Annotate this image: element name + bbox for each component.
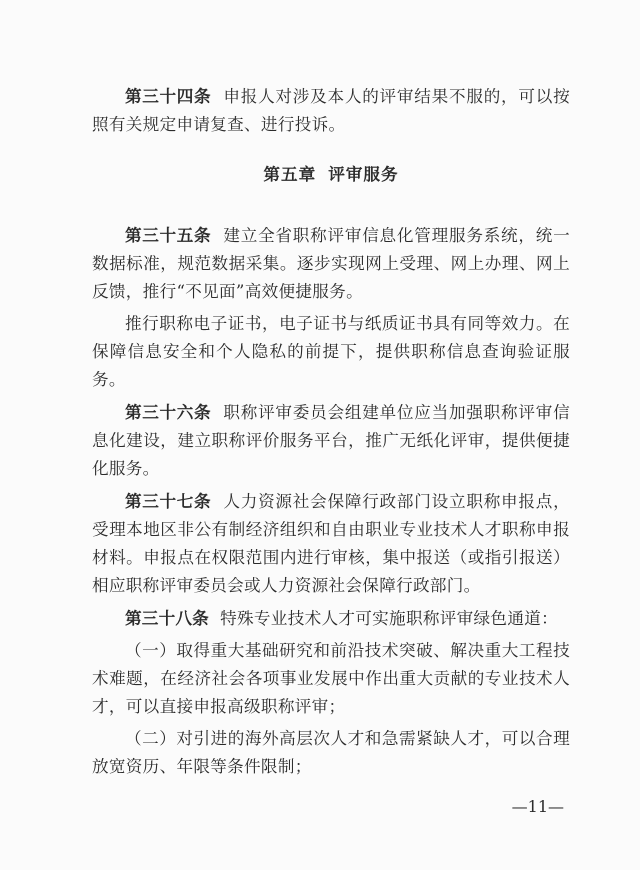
list-item-text: （二）对引进的海外高层次人才和急需紧缺人才，可以合理放宽资历、年限等条件限制； bbox=[92, 729, 570, 776]
article-text: 建立全省职称评审信息化管理服务系统，统一数据标准，规范数据采集。逐步实现网上受理、网上办理、网上反馈，推行“不见面”高效便捷服务。 bbox=[92, 226, 571, 301]
article-35-continued bbox=[92, 310, 570, 394]
article-text: 人力资源社会保障行政部门设立职称申报点，受理本地区非公有制经济组织和自由职业专业技术人才职称申报材料。申报点在权限范围内进行审核，集中报送（或指引报送）相应职称评审委员会或人力资源社会保障行政部门。 bbox=[92, 492, 571, 595]
article-38-item-1 bbox=[92, 637, 570, 721]
article-37 bbox=[92, 487, 570, 600]
article-38-item-2 bbox=[92, 725, 570, 781]
article-text: 职称评审委员会组建单位应当加强职称评审信息化建设，建立职称评价服务平台，推广无纸化评审，提供便捷化服务。 bbox=[92, 403, 571, 478]
article-34 bbox=[92, 82, 570, 139]
article-number: 第三十四条 bbox=[125, 86, 212, 106]
article-text: 特殊专业技术人才可实施职称评审绿色通道： bbox=[220, 609, 558, 628]
chapter-heading bbox=[92, 161, 570, 185]
article-number: 第三十五条 bbox=[125, 225, 212, 245]
article-number: 第三十八条 bbox=[125, 608, 209, 628]
list-item-text: （一）取得重大基础研究和前沿技术突破、解决重大工程技术难题，在经济社会各项事业发展中作出重大贡献的专业技术人才，可以直接申报高级职称评审； bbox=[92, 641, 570, 716]
article-number: 第三十七条 bbox=[125, 491, 212, 511]
chapter-number: 第五章 bbox=[263, 164, 317, 184]
article-35 bbox=[92, 221, 570, 306]
page-number: —11— bbox=[511, 797, 564, 816]
paragraph-text: 推行职称电子证书，电子证书与纸质证书具有同等效力。在保障信息安全和个人隐私的前提下，提供职称信息查询验证服务。 bbox=[92, 314, 570, 389]
article-number: 第三十六条 bbox=[125, 402, 212, 422]
page-content bbox=[92, 82, 570, 785]
chapter-title: 评审服务 bbox=[328, 164, 399, 184]
article-text: 申报人对涉及本人的评审结果不服的，可以按照有关规定申请复查、进行投诉。 bbox=[92, 87, 571, 134]
article-38 bbox=[92, 604, 570, 633]
article-36 bbox=[92, 398, 570, 483]
